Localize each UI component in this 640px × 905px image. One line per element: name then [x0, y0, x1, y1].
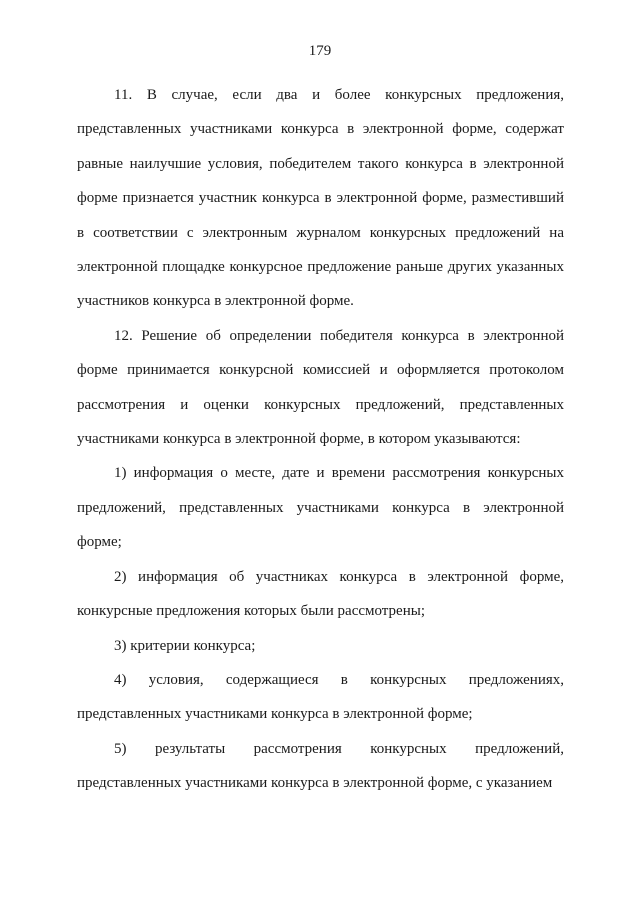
- page-number: 179: [308, 43, 332, 59]
- list-item-4: 4) условия, содержащиеся в конкурсных предложениях, представленных участниками конкурса в электронной форме;: [77, 671, 564, 723]
- paragraph-11: 11. В случае, если два и более конкурсных предложения, представленных участниками конкурса в электронной форме, содержат равные наилучшие условия, победителем такого конкурса в электронной форме признается участник конкурса в электронной форме, разместивший в соответствии с электронным журналом конкурсных предложений на электронной площадке конкурсное предложение раньше других указанных участников конкурса в электронной форме.: [77, 87, 564, 310]
- list-item-2: 2) информация об участниках конкурса в электронной форме, конкурсные предложения которых были рассмотрены;: [77, 568, 564, 620]
- paragraph-12: 12. Решение об определении победителя конкурса в электронной форме принимается конкурсной комиссией и оформляется протоколом рассмотрения и оценки конкурсных предложений, представленных участниками конкурса в электронной форме, в котором указываются:: [77, 327, 564, 448]
- list-item-1: 1) информация о месте, дате и времени рассмотрения конкурсных предложений, представленных участниками конкурса в электронной форме;: [77, 465, 564, 551]
- list-item-3: 3) критерии конкурса;: [114, 637, 256, 654]
- document-body: [77, 78, 564, 801]
- list-item-5: 5) результаты рассмотрения конкурсных предложений, представленных участниками конкурса в электронной форме, с указанием: [77, 740, 564, 792]
